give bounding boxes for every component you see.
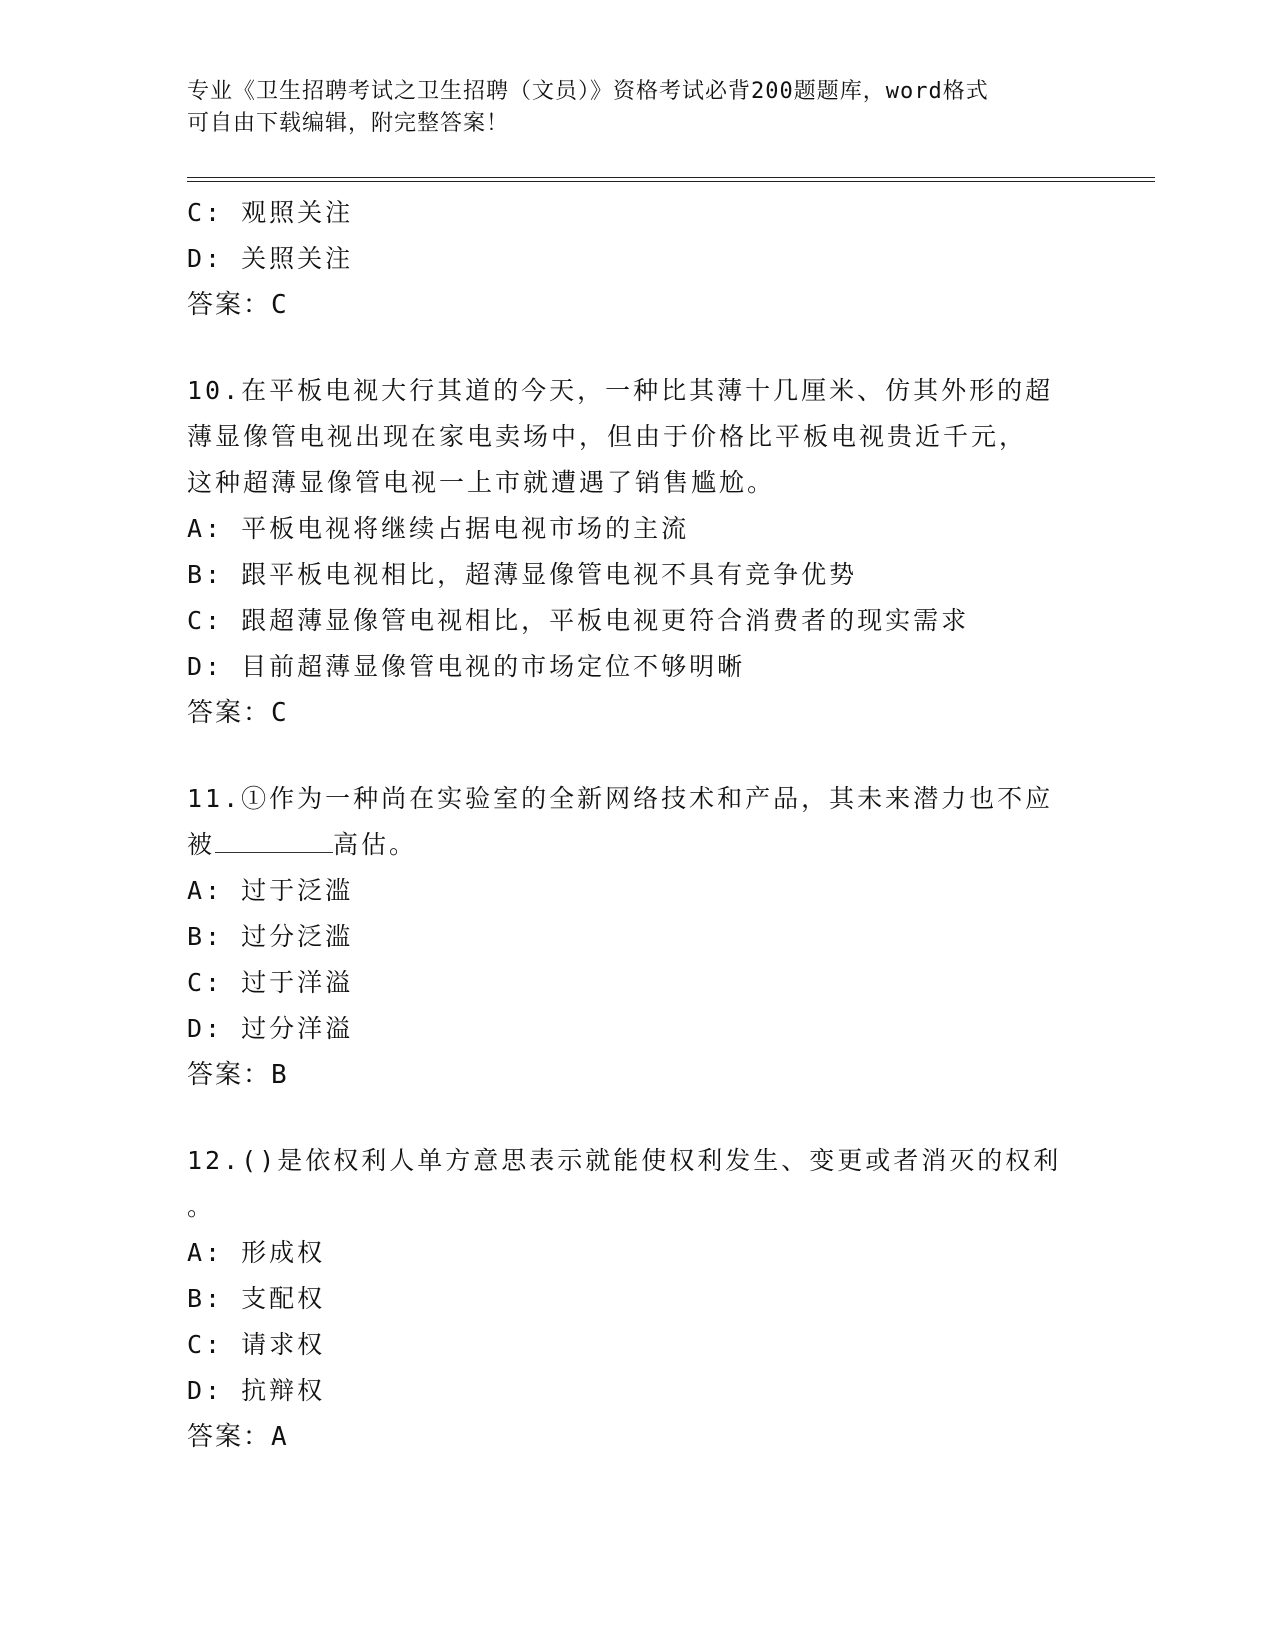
header-line-2: 可自由下载编辑，附完整答案！ — [187, 111, 510, 136]
question-11 — [187, 776, 1087, 1098]
option-b: B: 过分泛滥 — [187, 922, 354, 951]
question-10 — [187, 368, 1087, 736]
option-d: D: 目前超薄显像管电视的市场定位不够明晰 — [187, 652, 746, 681]
option-c: C: 跟超薄显像管电视相比，平板电视更符合消费者的现实需求 — [187, 606, 970, 635]
stem-text-pre: 被 — [187, 830, 216, 859]
answer-value: A — [271, 1422, 289, 1452]
option-c: C: 过于洋溢 — [187, 968, 354, 997]
answer-value: C — [271, 290, 289, 320]
question-stem-line — [187, 822, 1087, 868]
option-c: C: 请求权 — [187, 1330, 326, 1359]
answer-line — [187, 690, 1087, 736]
fill-in-blank — [215, 830, 333, 853]
option-d: D: 关照关注 — [187, 244, 354, 273]
option-d: D: 过分洋溢 — [187, 1014, 354, 1043]
answer-label: 答案： — [187, 1422, 272, 1452]
question-stem-line: 11.①作为一种尚在实验室的全新网络技术和产品，其未来潜力也不应 — [187, 784, 1054, 813]
option-a: A: 过于泛滥 — [187, 876, 354, 905]
document-header — [187, 76, 1067, 140]
answer-line — [187, 1414, 1087, 1460]
answer-line — [187, 1052, 1087, 1098]
question-stem-line: 10.在平板电视大行其道的今天，一种比其薄十几厘米、仿其外形的超 — [187, 376, 1054, 405]
spacer — [187, 328, 1087, 368]
header-rule-top — [187, 177, 1155, 178]
question-stem-line: 。 — [187, 1192, 216, 1221]
answer-line — [187, 282, 1087, 328]
question-stem-line: 薄显像管电视出现在家电卖场中，但由于价格比平板电视贵近千元， — [187, 422, 1028, 451]
question-content — [187, 190, 1087, 1460]
header-rule-bottom — [187, 181, 1155, 182]
answer-label: 答案： — [187, 698, 272, 728]
spacer — [187, 1098, 1087, 1138]
question-9-tail — [187, 190, 1087, 328]
option-b: B: 跟平板电视相比，超薄显像管电视不具有竞争优势 — [187, 560, 858, 589]
header-line-1: 专业《卫生招聘考试之卫生招聘（文员）》资格考试必背200题题库，word格式 — [187, 79, 989, 104]
option-d: D: 抗辩权 — [187, 1376, 326, 1405]
question-12 — [187, 1138, 1087, 1460]
answer-value: B — [271, 1060, 289, 1090]
option-b: B: 支配权 — [187, 1284, 326, 1313]
answer-value: C — [271, 698, 289, 728]
question-stem-line: 12.()是依权利人单方意思表示就能使权利发生、变更或者消灭的权利 — [187, 1146, 1062, 1175]
spacer — [187, 736, 1087, 776]
option-c: C: 观照关注 — [187, 198, 354, 227]
answer-label: 答案： — [187, 290, 272, 320]
option-a: A: 平板电视将继续占据电视市场的主流 — [187, 514, 690, 543]
stem-text-post: 高估。 — [333, 830, 418, 859]
answer-label: 答案： — [187, 1060, 272, 1090]
question-stem-line: 这种超薄显像管电视一上市就遭遇了销售尴尬。 — [187, 468, 776, 497]
option-a: A: 形成权 — [187, 1238, 326, 1267]
